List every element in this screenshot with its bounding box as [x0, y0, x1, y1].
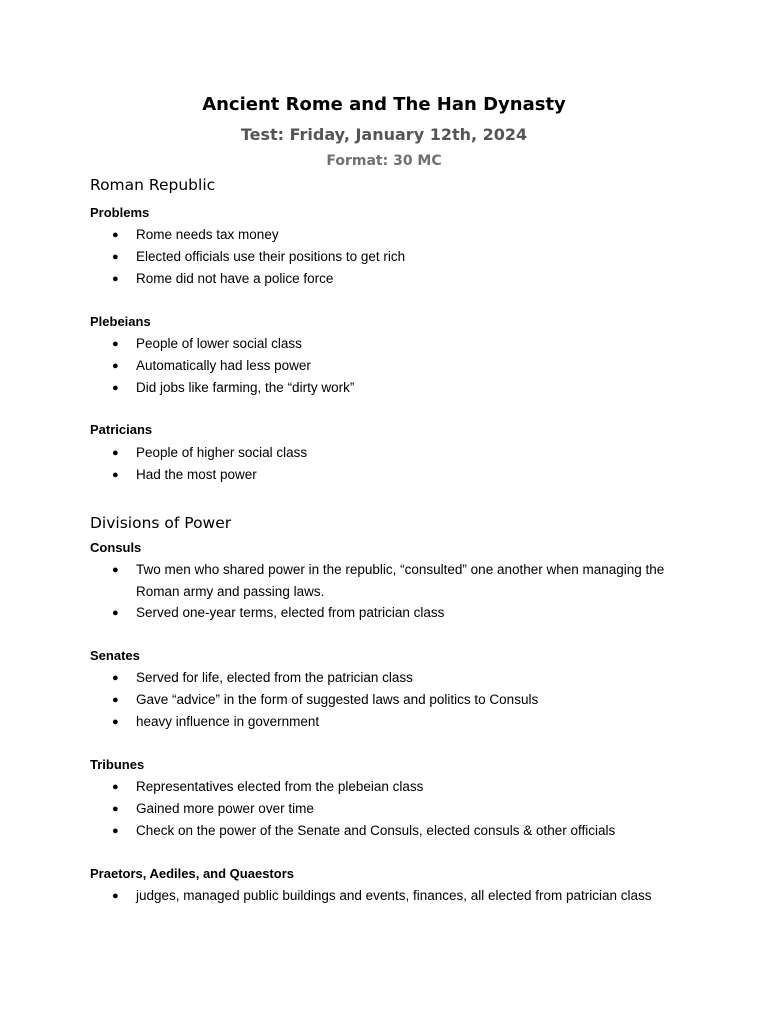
bullet-icon: ●: [112, 251, 119, 263]
list-item-text: Served for life, elected from the patrician class: [136, 670, 413, 685]
bullet-icon: ●: [112, 273, 119, 285]
list-item: [112, 464, 672, 486]
list-item-text: Had the most power: [136, 467, 257, 482]
list-item: [112, 442, 672, 464]
subheading-patricians: Patricians: [90, 422, 153, 437]
bullet-icon: ●: [112, 607, 119, 619]
bullet-icon: ●: [112, 716, 119, 728]
list-item: [112, 820, 672, 842]
test-date: Test: Friday, January 12th, 2024: [240, 125, 528, 144]
bullet-icon: ●: [112, 890, 119, 902]
section-heading-roman-republic: Roman Republic: [90, 176, 216, 194]
bullet-icon: ●: [112, 694, 119, 706]
list-item-text: Representatives elected from the plebeian class: [136, 779, 424, 794]
list-item: [112, 602, 672, 624]
list-item-text: People of higher social class: [136, 445, 308, 460]
bullet-icon: ●: [112, 382, 119, 394]
list-item-text: Two men who shared power in the republic, “consulted” one another when managing the Roman army and passing laws.: [136, 562, 665, 599]
list-item: [112, 224, 672, 246]
list-item: [112, 377, 672, 399]
document-title: Ancient Rome and The Han Dynasty: [202, 94, 566, 115]
list-item: [112, 333, 672, 355]
subheading-praetors-aediles-quaestors: Praetors, Aediles, and Quaestors: [90, 866, 294, 881]
list-item-text: Served one-year terms, elected from patrician class: [136, 605, 445, 620]
subheading-tribunes: Tribunes: [90, 757, 145, 772]
section-heading-divisions-of-power: Divisions of Power: [90, 514, 232, 532]
list-item: [112, 798, 672, 820]
bullet-icon: ●: [112, 229, 119, 241]
list-item: [112, 667, 672, 689]
list-item-text: judges, managed public buildings and events, finances, all elected from patrician class: [136, 888, 652, 903]
bullet-icon: ●: [112, 338, 119, 350]
list-item-text: Rome needs tax money: [136, 227, 279, 242]
list-item-text: Gained more power over time: [136, 801, 314, 816]
list-item: [112, 355, 672, 377]
bullet-icon: ●: [112, 469, 119, 481]
list-item-text: Automatically had less power: [136, 358, 311, 373]
test-format: Format: 30 MC: [326, 153, 442, 169]
bullet-icon: ●: [112, 672, 119, 684]
list-item-text: Elected officials use their positions to get rich: [136, 249, 406, 264]
bullet-icon: ●: [112, 447, 119, 459]
list-item: [112, 776, 672, 798]
subheading-senates: Senates: [90, 648, 140, 663]
list-item: [112, 689, 672, 711]
list-item: [112, 559, 672, 603]
list-item: [112, 268, 672, 290]
list-item-text: Gave “advice” in the form of suggested laws and politics to Consuls: [136, 692, 539, 707]
bullet-icon: ●: [112, 803, 119, 815]
bullet-icon: ●: [112, 360, 119, 372]
list-item-text: Check on the power of the Senate and Consuls, elected consuls & other officials: [136, 823, 616, 838]
bullet-icon: ●: [112, 564, 119, 576]
list-item-text: Did jobs like farming, the “dirty work”: [136, 380, 355, 395]
list-item-text: heavy influence in government: [136, 714, 320, 729]
bullet-icon: ●: [112, 825, 119, 837]
list-item-text: Rome did not have a police force: [136, 271, 334, 286]
list-item: [112, 711, 672, 733]
list-item: [112, 246, 672, 268]
list-item: [112, 885, 672, 907]
subheading-consuls: Consuls: [90, 540, 142, 555]
subheading-problems: Problems: [90, 205, 150, 220]
subheading-plebeians: Plebeians: [90, 314, 151, 329]
list-item-text: People of lower social class: [136, 336, 302, 351]
bullet-icon: ●: [112, 781, 119, 793]
